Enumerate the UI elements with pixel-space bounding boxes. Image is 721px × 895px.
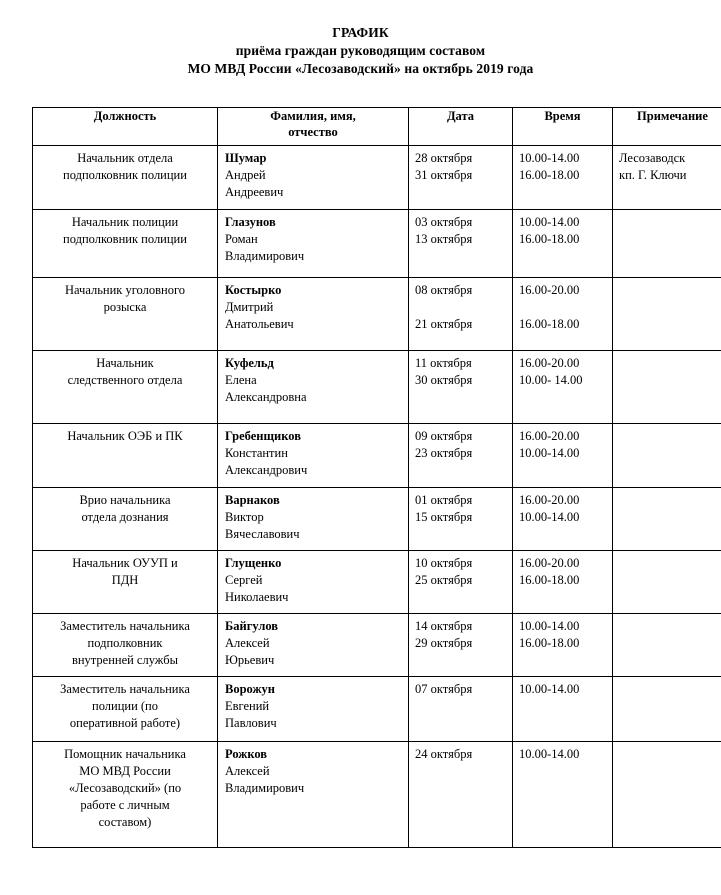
surname: Байгулов <box>225 619 279 633</box>
cell-time <box>513 488 613 551</box>
position-text <box>33 488 217 530</box>
cell-time <box>513 677 613 742</box>
cell-position <box>33 614 218 677</box>
cell-time <box>513 614 613 677</box>
column-header-time <box>513 108 613 146</box>
column-header-note-label: Примечание <box>637 109 708 123</box>
given-name-line: Сергей <box>225 573 263 587</box>
fullname-text <box>218 351 408 410</box>
column-header-fullname-label-line1: Фамилия, имя, <box>270 109 356 123</box>
time-text <box>513 742 612 767</box>
time-text <box>513 146 612 188</box>
time-text <box>513 614 612 656</box>
position-text <box>33 278 217 320</box>
position-text <box>33 146 217 188</box>
cell-note <box>613 146 721 210</box>
surname: Шумар <box>225 151 267 165</box>
date-line: 30 октября <box>415 373 473 387</box>
cell-time <box>513 146 613 210</box>
cell-fullname <box>218 278 409 351</box>
given-name-line: Дмитрий <box>225 300 274 314</box>
time-line: 16.00-20.00 <box>519 493 580 507</box>
position-line: полиции (по <box>92 699 158 713</box>
position-line: подполковник полиции <box>63 232 187 246</box>
cell-time <box>513 424 613 488</box>
schedule-table <box>32 107 721 848</box>
fullname-text <box>218 614 408 673</box>
time-line: 16.00-20.00 <box>519 429 580 443</box>
column-header-time-label: Время <box>544 109 581 123</box>
given-name-line: Владимирович <box>225 781 305 795</box>
position-text <box>33 551 217 593</box>
position-line: работе с личным <box>80 798 170 812</box>
note-text <box>613 424 721 432</box>
time-text <box>513 424 612 466</box>
date-line: 24 октября <box>415 747 473 761</box>
cell-date <box>409 488 513 551</box>
position-text <box>33 424 217 449</box>
time-line: 16.00-18.00 <box>519 573 580 587</box>
column-header-note <box>613 108 721 146</box>
fullname-text <box>218 210 408 269</box>
time-line: 10.00-14.00 <box>519 747 580 761</box>
cell-position <box>33 210 218 278</box>
date-line: 25 октября <box>415 573 473 587</box>
given-name-line: Андрей <box>225 168 266 182</box>
surname: Рожков <box>225 747 268 761</box>
time-line: 16.00-20.00 <box>519 356 580 370</box>
cell-fullname <box>218 146 409 210</box>
position-line: оперативной работе) <box>69 716 181 730</box>
date-line: 13 октября <box>415 232 473 246</box>
page-subtitle-1: приёма граждан руководящим составом <box>235 43 486 58</box>
time-text <box>513 351 612 393</box>
cell-note <box>613 210 721 278</box>
cell-position <box>33 146 218 210</box>
position-line: розыска <box>103 300 147 314</box>
note-line: кп. Г. Ключи <box>619 168 687 182</box>
schedule-table-container <box>32 107 721 848</box>
position-text <box>33 742 217 835</box>
note-line: Лесозаводск <box>619 151 686 165</box>
given-name-line: Павлович <box>225 716 277 730</box>
time-text <box>513 677 612 702</box>
cell-note <box>613 278 721 351</box>
given-name-line: Роман <box>225 232 258 246</box>
note-text <box>613 551 721 559</box>
date-text <box>409 278 512 337</box>
fullname-text <box>218 742 408 801</box>
position-line: Начальник полиции <box>71 215 179 229</box>
cell-position <box>33 551 218 614</box>
given-name-line: Владимирович <box>225 249 305 263</box>
time-line: 10.00-14.00 <box>519 151 580 165</box>
time-line: 16.00-20.00 <box>519 283 580 297</box>
note-text <box>613 278 721 286</box>
given-name-line: Алексей <box>225 764 270 778</box>
date-line: 01 октября <box>415 493 473 507</box>
date-line: 03 октября <box>415 215 473 229</box>
cell-note <box>613 488 721 551</box>
position-text <box>33 614 217 673</box>
given-name-line: Елена <box>225 373 257 387</box>
surname: Глущенко <box>225 556 282 570</box>
cell-fullname <box>218 677 409 742</box>
fullname-text <box>218 551 408 610</box>
fullname-text <box>218 677 408 736</box>
cell-fullname <box>218 614 409 677</box>
date-text <box>409 488 512 530</box>
table-header <box>33 108 721 146</box>
time-line: 16.00-18.00 <box>519 317 580 331</box>
cell-date <box>409 278 513 351</box>
cell-note <box>613 614 721 677</box>
column-header-position <box>33 108 218 146</box>
cell-date <box>409 551 513 614</box>
cell-time <box>513 210 613 278</box>
date-text <box>409 146 512 188</box>
cell-note <box>613 551 721 614</box>
cell-position <box>33 742 218 848</box>
document-title-block <box>0 0 721 78</box>
position-line: Начальник <box>96 356 154 370</box>
table-row <box>33 742 721 848</box>
position-line: Начальник ОЭБ и ПК <box>67 429 183 443</box>
date-line: 07 октября <box>415 682 473 696</box>
position-line: Заместитель начальника <box>60 682 190 696</box>
cell-date <box>409 677 513 742</box>
date-text <box>409 614 512 656</box>
cell-position <box>33 424 218 488</box>
surname: Гребенщиков <box>225 429 301 443</box>
cell-date <box>409 742 513 848</box>
time-line: 16.00-18.00 <box>519 232 580 246</box>
position-text <box>33 677 217 736</box>
cell-date <box>409 210 513 278</box>
cell-fullname <box>218 424 409 488</box>
position-line: подполковник полиции <box>63 168 187 182</box>
table-row <box>33 210 721 278</box>
fullname-text <box>218 146 408 205</box>
column-header-position-label: Должность <box>93 109 157 123</box>
cell-note <box>613 742 721 848</box>
cell-date <box>409 424 513 488</box>
given-name-line: Александрович <box>225 463 308 477</box>
time-text <box>513 210 612 252</box>
table-row <box>33 424 721 488</box>
cell-position <box>33 677 218 742</box>
column-header-fullname-label-line2: отчество <box>288 125 338 139</box>
surname: Варнаков <box>225 493 280 507</box>
position-line: Помощник начальника <box>64 747 186 761</box>
note-text <box>613 146 721 188</box>
time-text <box>513 488 612 530</box>
surname: Куфельд <box>225 356 274 370</box>
table-row <box>33 351 721 424</box>
date-line: 15 октября <box>415 510 473 524</box>
note-text <box>613 614 721 622</box>
date-line: 10 октября <box>415 556 473 570</box>
note-text <box>613 351 721 359</box>
position-line: Заместитель начальника <box>60 619 190 633</box>
cell-note <box>613 351 721 424</box>
position-line: следственного отдела <box>67 373 183 387</box>
surname: Ворожун <box>225 682 275 696</box>
position-line: внутренней службы <box>71 653 179 667</box>
position-line: Начальник ОУУП и <box>72 556 178 570</box>
position-text <box>33 210 217 252</box>
position-line: подполковник <box>87 636 163 650</box>
note-text <box>613 488 721 496</box>
cell-fullname <box>218 551 409 614</box>
surname: Костырко <box>225 283 282 297</box>
given-name-line: Николаевич <box>225 590 289 604</box>
position-line: отдела дознания <box>81 510 169 524</box>
table-row <box>33 551 721 614</box>
date-text <box>409 742 512 767</box>
note-text <box>613 210 721 218</box>
cell-note <box>613 677 721 742</box>
table-row <box>33 278 721 351</box>
cell-position <box>33 278 218 351</box>
fullname-text <box>218 424 408 483</box>
cell-date <box>409 146 513 210</box>
time-text <box>513 551 612 593</box>
position-line: Начальник отдела <box>77 151 173 165</box>
date-text <box>409 210 512 252</box>
cell-note <box>613 424 721 488</box>
date-line: 11 октября <box>415 356 472 370</box>
given-name-line: Андреевич <box>225 185 284 199</box>
given-name-line: Вячеславович <box>225 527 300 541</box>
table-header-row <box>33 108 721 146</box>
cell-position <box>33 488 218 551</box>
time-line: 16.00-20.00 <box>519 556 580 570</box>
cell-time <box>513 551 613 614</box>
table-row <box>33 146 721 210</box>
cell-fullname <box>218 742 409 848</box>
date-line <box>415 299 507 316</box>
given-name-line: Виктор <box>225 510 264 524</box>
date-line: 29 октября <box>415 636 473 650</box>
date-text <box>409 424 512 466</box>
date-line: 31 октября <box>415 168 473 182</box>
page-subtitle-2: МО МВД России «Лесозаводский» на октябрь 2019 года <box>187 61 534 76</box>
given-name-line: Анатольевич <box>225 317 294 331</box>
position-line: МО МВД России <box>79 764 171 778</box>
cell-time <box>513 278 613 351</box>
given-name-line: Евгений <box>225 699 270 713</box>
date-line: 09 октября <box>415 429 473 443</box>
cell-date <box>409 614 513 677</box>
time-line: 16.00-18.00 <box>519 636 580 650</box>
given-name-line: Константин <box>225 446 288 460</box>
cell-date <box>409 351 513 424</box>
given-name-line: Александровна <box>225 390 307 404</box>
column-header-fullname <box>218 108 409 146</box>
cell-time <box>513 351 613 424</box>
time-line: 10.00-14.00 <box>519 682 580 696</box>
position-line: Начальник уголовного <box>64 283 186 297</box>
date-line: 14 октября <box>415 619 473 633</box>
position-line: ПДН <box>111 573 139 587</box>
table-row <box>33 677 721 742</box>
time-line <box>519 299 607 316</box>
date-line: 28 октября <box>415 151 473 165</box>
fullname-text <box>218 488 408 547</box>
cell-time <box>513 742 613 848</box>
surname: Глазунов <box>225 215 276 229</box>
time-line: 10.00-14.00 <box>519 619 580 633</box>
time-text <box>513 278 612 337</box>
page-title: ГРАФИК <box>332 25 389 40</box>
fullname-text <box>218 278 408 337</box>
position-line: составом) <box>98 815 152 829</box>
time-line: 16.00-18.00 <box>519 168 580 182</box>
position-text <box>33 351 217 393</box>
cell-fullname <box>218 351 409 424</box>
date-line: 08 октября <box>415 283 473 297</box>
table-row <box>33 488 721 551</box>
date-line: 23 октября <box>415 446 473 460</box>
time-line: 10.00-14.00 <box>519 215 580 229</box>
position-line: Врио начальника <box>79 493 171 507</box>
note-text <box>613 677 721 685</box>
time-line: 10.00-14.00 <box>519 510 580 524</box>
table-body <box>33 146 721 848</box>
cell-fullname <box>218 488 409 551</box>
column-header-date <box>409 108 513 146</box>
given-name-line: Алексей <box>225 636 270 650</box>
date-text <box>409 351 512 393</box>
position-line: «Лесозаводский» (по <box>68 781 182 795</box>
note-text <box>613 742 721 750</box>
table-row <box>33 614 721 677</box>
time-line: 10.00-14.00 <box>519 446 580 460</box>
date-line: 21 октября <box>415 317 473 331</box>
column-header-date-label: Дата <box>446 109 475 123</box>
time-line: 10.00- 14.00 <box>519 373 583 387</box>
cell-position <box>33 351 218 424</box>
date-text <box>409 551 512 593</box>
cell-fullname <box>218 210 409 278</box>
given-name-line: Юрьевич <box>225 653 275 667</box>
date-text <box>409 677 512 702</box>
